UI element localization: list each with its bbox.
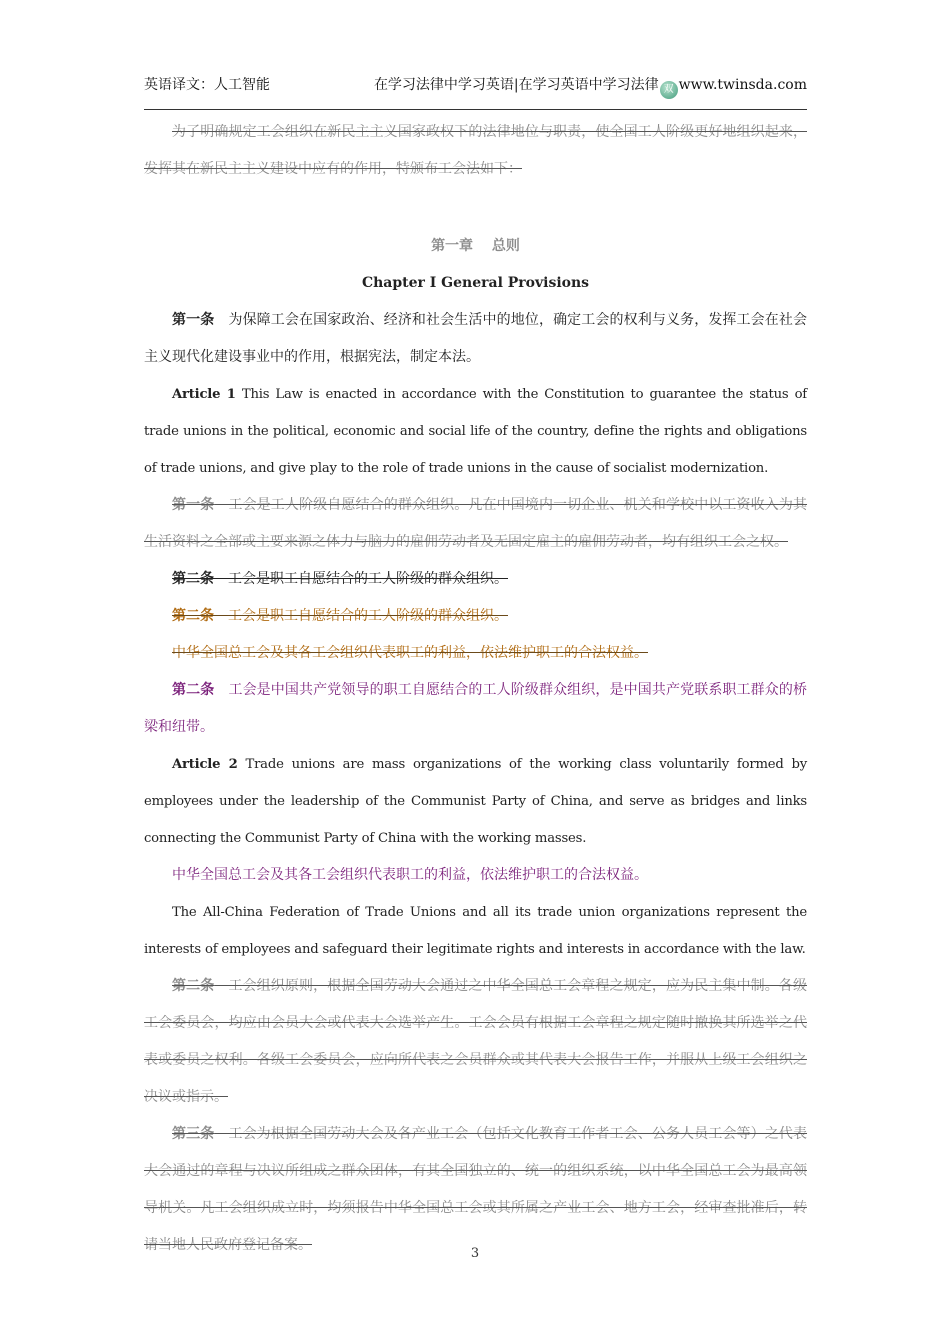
deleted-article-2-version-b-para2: 中华全国总工会及其各工会组织代表职工的利益，依法维护职工的合法权益。 — [172, 645, 648, 661]
deleted-old-article-1 — [144, 487, 807, 561]
header-title: 英语译文：人工智能 — [144, 77, 270, 93]
deleted-article-2-b-label: 第二条 — [172, 608, 214, 624]
article-2-cn-text: 工会是中国共产党领导的职工自愿结合的工人阶级群众组织，是中国共产党联系职工群众的桥梁和纽带。 — [144, 682, 808, 735]
article-2-cn-para2: 中华全国总工会及其各工会组织代表职工的利益，依法维护职工的合法权益。 — [172, 867, 648, 883]
chapter-title-cn: 第一章 总则 — [431, 238, 520, 254]
deleted-old-article-2-label: 第二条 — [172, 978, 215, 994]
deleted-old-article-2 — [144, 968, 807, 1116]
header-slogan-text: 在学习法律中学习英语|在学习英语中学习法律 — [373, 77, 659, 93]
deleted-old-article-1-label: 第一条 — [172, 497, 215, 513]
deleted-preamble: 为了明确规定工会组织在新民主主义国家政权下的法律地位与职责，使全国工人阶级更好地组织起来，发挥其在新民主主义建设中应有的作用，特颁布工会法如下： — [144, 124, 807, 177]
header-url-link[interactable]: www.twinsda.com — [678, 77, 807, 93]
article-2-cn-label: 第二条 — [172, 682, 215, 698]
header-slogan — [374, 74, 807, 99]
deleted-article-2-a-text: 工会是职工自愿结合的工人阶级的群众组织。 — [214, 571, 508, 587]
deleted-old-article-3-text: 工会为根据全国劳动大会及各产业工会（包括文化教育工作者工会、公务人员工会等）之代表大会通过的章程与决议所组成之群众团体，有其全国独立的、统一的组织系统，以中华全国总工会为最高领导机关。凡工会组织成立时，均须报告中华全国总工会或其所属之产业工会、地方工会，经审查批准后，转请当地人民政府登记备案。 — [144, 1126, 808, 1253]
deleted-article-2-b-text: 工会是职工自愿结合的工人阶级的群众组织。 — [214, 608, 508, 624]
deleted-article-2-a-label: 第二条 — [172, 571, 214, 587]
deleted-old-article-3-label: 第三条 — [172, 1126, 215, 1142]
document-body — [144, 114, 807, 1264]
article-2-en — [144, 746, 807, 857]
page-number: 3 — [470, 1246, 480, 1261]
deleted-article-2-version-b — [144, 598, 807, 635]
page-header — [144, 70, 807, 110]
article-1-en-label: Article 1 — [172, 387, 236, 402]
article-1-en — [144, 376, 807, 487]
article-2-en-text: Trade unions are mass organizations of the working class voluntarily formed by employees under the leadership of the Communist Party of China, and serve as bridges and links connecting the Communist Party of China with the working masses. — [144, 757, 807, 846]
chapter-title-en: Chapter I General Provisions — [361, 275, 590, 291]
deleted-old-article-1-text: 工会是工人阶级自愿结合的群众组织。凡在中国境内一切企业、机关和学校中以工资收入为其生活资料之全部或主要来源之体力与脑力的雇佣劳动者及无固定雇主的雇佣劳动者，均有组织工会之权。 — [144, 497, 808, 550]
deleted-article-2-version-a — [144, 561, 807, 598]
article-1-cn-label: 第一条 — [172, 312, 215, 328]
article-1-cn-text: 为保障工会在国家政治、经济和社会生活中的地位，确定工会的权利与义务，发挥工会在社会主义现代化建设事业中的作用，根据宪法，制定本法。 — [144, 312, 808, 365]
article-2-en-label: Article 2 — [172, 757, 238, 772]
article-1-cn — [144, 302, 807, 376]
twinsda-logo-icon: 双 — [660, 81, 678, 99]
article-2-en-para2: The All-China Federation of Trade Unions and all its trade union organizations represent the interests of employees and safeguard their legitimate rights and interests in accordance with the law. — [144, 905, 807, 957]
deleted-old-article-2-text: 工会组织原则，根据全国劳动大会通过之中华全国总工会章程之规定，应为民主集中制。各级工会委员会，均应由会员大会或代表大会选举产生。工会会员有根据工会章程之规定随时撤换其所选举之代表或委员之权利。各级工会委员会，应向所代表之会员群众或其代表大会报告工作，并服从上级工会组织之决议或指示。 — [144, 978, 808, 1105]
article-2-cn — [144, 672, 807, 746]
deleted-old-article-3 — [144, 1116, 807, 1264]
article-1-en-text: This Law is enacted in accordance with the Constitution to guarantee the status of trade unions in the political, economic and social life of the country, define the rights and obligations of trade unions, and give play to the role of trade unions in the cause of socialist modernization. — [144, 387, 807, 476]
